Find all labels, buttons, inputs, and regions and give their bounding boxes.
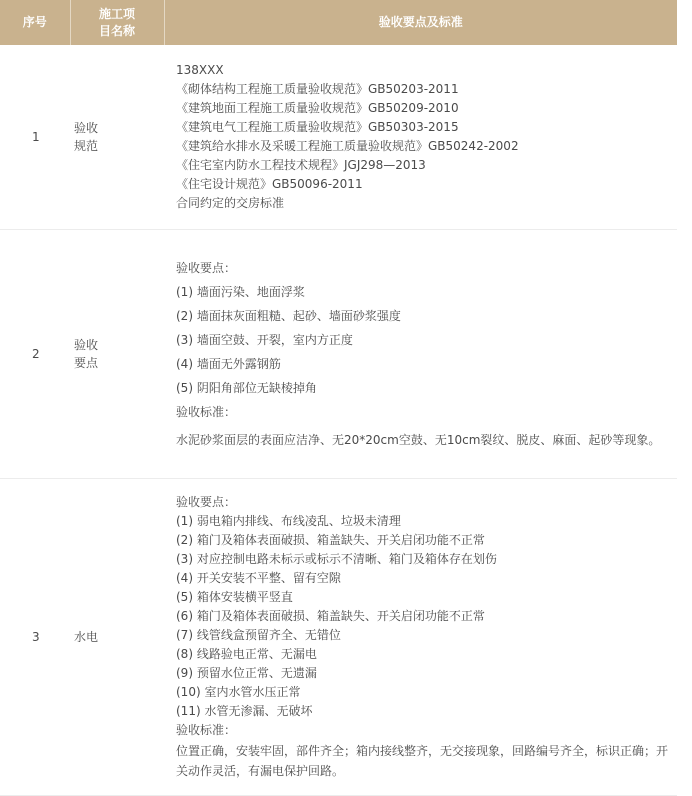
row-item <box>70 45 164 230</box>
point-item: (9) 预留水位正常、无遗漏 <box>176 666 317 680</box>
point-item: (1) 弱电箱内排线、布线凌乱、垃圾未清理 <box>176 514 401 528</box>
table-row <box>0 45 677 230</box>
point-item: (8) 线路验电正常、无漏电 <box>176 647 317 661</box>
row-item-label: 验收规范 <box>74 121 99 153</box>
point-item: (6) 箱门及箱体表面破损、箱盖缺失、开关启闭功能不正常 <box>176 609 485 623</box>
point-item: (4) 墙面无外露钢筋 <box>176 357 281 371</box>
point-item: (1) 墙面污染、地面浮浆 <box>176 285 305 299</box>
row-standard <box>164 45 677 230</box>
point-item: (4) 开关安装不平整、留有空隙 <box>176 571 341 585</box>
row-no: 1 <box>0 45 70 230</box>
standard-text: 水泥砂浆面层的表面应洁净、无20*20cm空鼓、无10cm裂纹、脱皮、麻面、起砂等现象。 <box>176 433 661 447</box>
spec-line: 《建筑电气工程施工质量验收规范》GB50303-2015 <box>176 120 459 134</box>
spec-line: 《住宅设计规范》GB50096-2011 <box>176 177 363 191</box>
row-no: 3 <box>0 479 70 796</box>
point-item: (3) 对应控制电路未标示或标示不清晰、箱门及箱体存在划伤 <box>176 552 497 566</box>
points-title: 验收要点： <box>176 261 237 275</box>
table-row <box>0 230 677 479</box>
row-item: 水电 <box>70 479 164 796</box>
point-item: (5) 箱体安装横平竖直 <box>176 590 293 604</box>
standard-text: 位置正确，安装牢固，部件齐全；箱内接线整齐，无交接现象，回路编号齐全，标识正确；开关动作灵活，有漏电保护回路。 <box>176 744 669 778</box>
point-item: (2) 箱门及箱体表面破损、箱盖缺失、开关启闭功能不正常 <box>176 533 485 547</box>
row-item-label: 验收要点 <box>74 338 99 370</box>
spec-line: 《建筑给水排水及采暖工程施工质量验收规范》GB50242-2002 <box>176 139 519 153</box>
standard-title: 验收标准： <box>176 405 237 419</box>
spec-line: 《住宅室内防水工程技术规程》JGJ298—2013 <box>176 158 426 172</box>
row-standard <box>164 230 677 479</box>
spec-line: 《建筑地面工程施工质量验收规范》GB50209-2010 <box>176 101 459 115</box>
standard-title: 验收标准： <box>176 723 237 737</box>
row-item <box>70 230 164 479</box>
header-no: 序号 <box>0 0 70 45</box>
point-item: (5) 阴阳角部位无缺棱掉角 <box>176 381 317 395</box>
points-title: 验收要点： <box>176 495 237 509</box>
point-item: (2) 墙面抹灰面粗糙、起砂、墙面砂浆强度 <box>176 309 401 323</box>
header-item-label: 施工项目名称 <box>98 6 135 38</box>
point-item: (11) 水管无渗漏、无破坏 <box>176 704 313 718</box>
table-header-row <box>0 0 677 45</box>
point-item: (10) 室内水管水压正常 <box>176 685 301 699</box>
row-no: 2 <box>0 230 70 479</box>
header-standard: 验收要点及标准 <box>164 0 677 45</box>
header-item <box>70 0 164 45</box>
spec-line: 《砌体结构工程施工质量验收规范》GB50203-2011 <box>176 82 459 96</box>
spec-line: 138XXX <box>176 63 224 77</box>
point-item: (7) 线管线盒预留齐全、无错位 <box>176 628 341 642</box>
table-row <box>0 479 677 796</box>
row-standard <box>164 479 677 796</box>
point-item: (3) 墙面空鼓、开裂，室内方正度 <box>176 333 353 347</box>
spec-line: 合同约定的交房标准 <box>176 196 285 210</box>
